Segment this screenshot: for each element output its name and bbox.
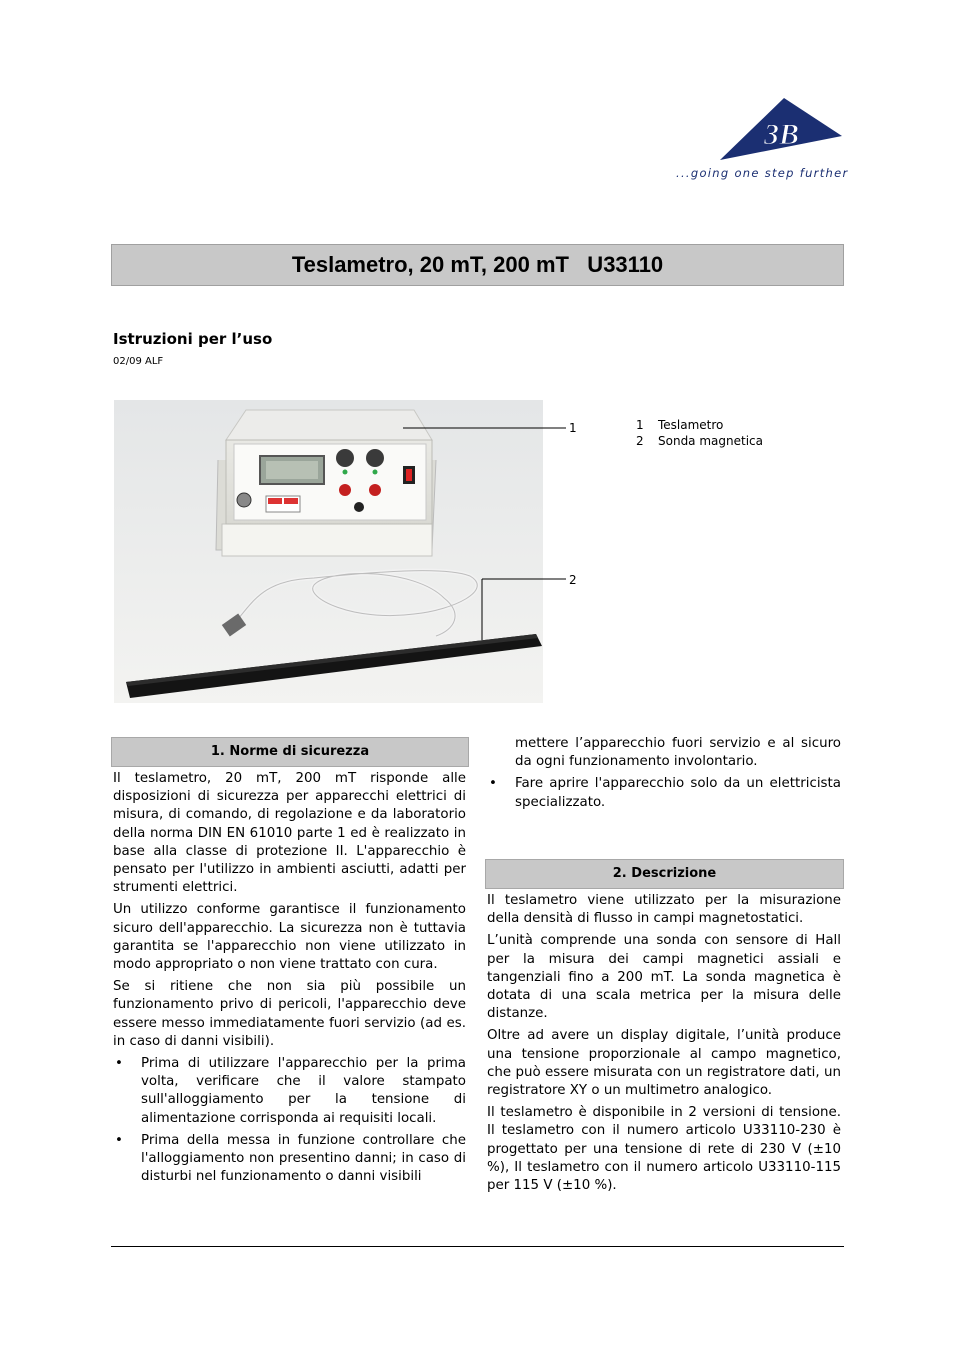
bullet-continuation: mettere l’apparecchio fuori servizio e al sicuro da ogni funzionamento involontario. (515, 736, 841, 770)
bullet-list (113, 1055, 466, 1186)
paragraph: Un utilizzo conforme garantisce il funzionamento sicuro dell'apparecchio. La sicurezza non è tuttavia garantita se l'apparecchio non viene utilizzato in modo appropriato o non viene trattato con cura. (113, 902, 466, 973)
paragraph: Il teslametro, 20 mT, 200 mT risponde alle disposizioni di sicurezza per apparecchi elettrici di misura, di comando, di regolazione e da laboratorio della norma DIN EN 61010 parte 1 ed è realizzato in base alla classe di protezione II. L'apparecchio è pensato per l'utilizzo in ambienti asciutti, adatti per strumenti elettrici. (113, 771, 466, 896)
section-body-safety (113, 770, 466, 1190)
document-subtitle: Istruzioni per l’uso (113, 330, 273, 348)
section-body-safety-continued (487, 735, 841, 816)
callout-2-label: 2 (569, 573, 577, 587)
section-heading-description: 2. Descrizione (485, 859, 844, 889)
paragraph: L’unità comprende una sonda con sensore di Hall per la misura dei campi magnetici assiali e tangenziali fino a 200 mT. La sonda magnetica è dotata di una scala metrica per la misura delle distanze. (487, 933, 841, 1022)
brand-logo (672, 96, 848, 186)
paragraph: Il teslametro viene utilizzato per la misurazione della densità di flusso in campi magnetostatici. (487, 893, 841, 927)
bullet-item: • Prima della messa in funzione controllare che l'alloggiamento non presentino danni; in caso di disturbi nel funzionamento o danni visibili (113, 1132, 466, 1187)
legend-number: 1 (636, 418, 644, 432)
title-bar (111, 244, 844, 286)
bullet-item: • Fare aprire l'apparecchio solo da un elettricista specializzato. (487, 775, 841, 811)
paragraph: Il teslametro è disponibile in 2 versioni di tensione. Il teslametro con il numero articolo U33110-230 è progettato per una tensione di rete di 230 V (±10 %), Il teslametro con il numero articolo U33110-115 per 115 V (±10 %). (487, 1105, 841, 1194)
bullet-item: • Prima di utilizzare l'apparecchio per la prima volta, verificare che il valore stampato sull'alloggiamento per la tensione di alimentazione corrisponda ai requisiti locali. (113, 1055, 466, 1128)
section-body-description (487, 892, 841, 1199)
page-title: Teslametro, 20 mT, 200 mT U33110 (291, 252, 664, 277)
legend-label: Teslametro (658, 418, 724, 432)
product-photo (114, 400, 543, 703)
bullet-list (487, 735, 841, 812)
section-heading-safety: 1. Norme di sicurezza (111, 737, 469, 767)
legend-number: 2 (636, 434, 644, 448)
callout-1-label: 1 (569, 421, 577, 435)
logo-tagline: ...going one step further (676, 166, 849, 180)
document-code: 02/09 ALF (113, 356, 164, 367)
logo-triangle-icon (672, 96, 848, 166)
legend-item (636, 417, 763, 433)
logo-brand-text: 3B (764, 118, 800, 151)
paragraph: Oltre ad avere un display digitale, l’unità produce una tensione proporzionale al campo magnetico, che può essere misurata con un registratore dati, un registratore XY o un multimetro analogico. (487, 1028, 841, 1099)
paragraph: Se si ritiene che non sia più possibile un funzionamento privo di pericoli, l'apparecchio deve essere messo immediatamente fuori servizio (ad es. in caso di danni visibili). (113, 979, 466, 1049)
footer-divider (111, 1246, 844, 1247)
legend-item (636, 433, 763, 449)
figure-legend (636, 417, 763, 449)
legend-label: Sonda magnetica (658, 434, 763, 448)
